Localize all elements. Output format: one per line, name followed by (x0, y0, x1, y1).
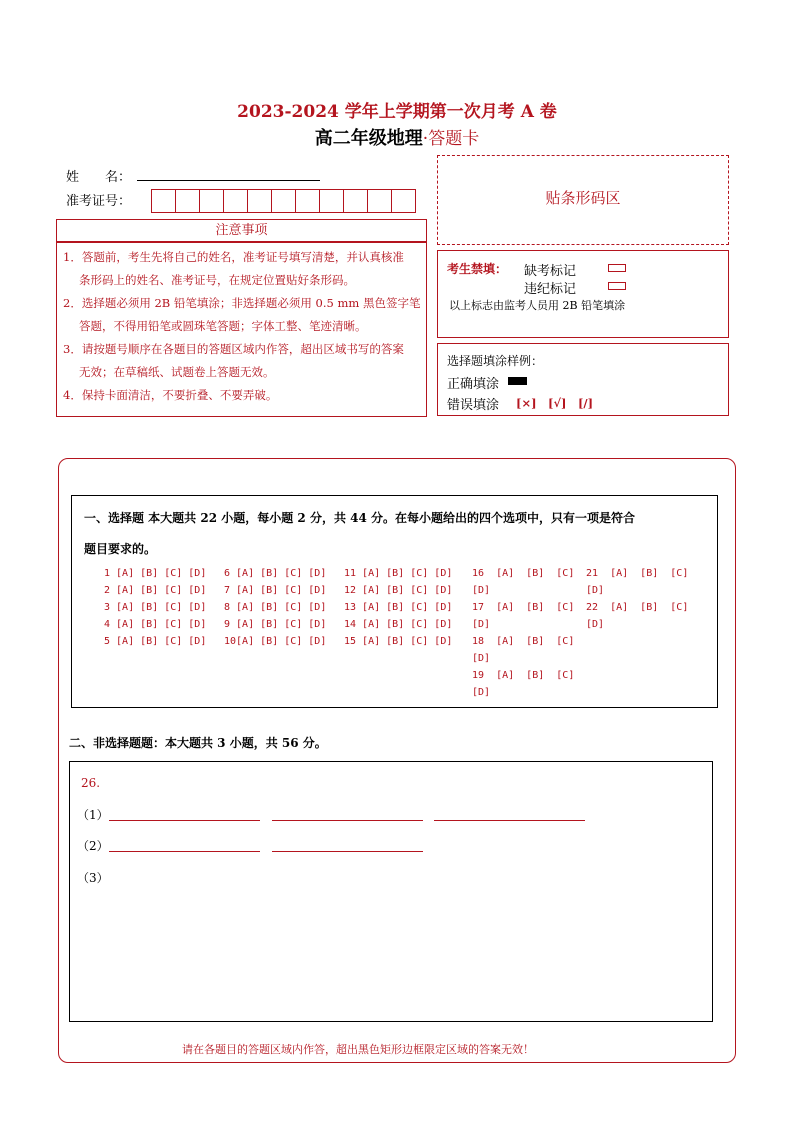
choice-row-22-d[interactable]: [D] (586, 619, 605, 630)
exam-title: 2023-2024 学年上学期第一次月考 A 卷 (237, 102, 557, 122)
choice-row-21-d[interactable]: [D] (586, 585, 605, 596)
absent-mark-box[interactable] (608, 264, 626, 272)
notes-heading: 注意事项 (215, 223, 268, 238)
id-label: 准考证号： (66, 194, 132, 209)
choice-row-14[interactable]: 14 [A] [B] [C] [D] (344, 619, 453, 630)
barcode-label: 贴条形码区 (545, 189, 621, 207)
part-1-blank-2[interactable] (272, 820, 423, 821)
answer-card-label: 答题卡 (428, 129, 480, 149)
choice-row-7[interactable]: 7 [A] [B] [C] [D] (224, 585, 327, 596)
choice-row-11[interactable]: 11 [A] [B] [C] [D] (344, 568, 453, 579)
name-field[interactable] (137, 180, 320, 181)
choice-row-13[interactable]: 13 [A] [B] [C] [D] (344, 602, 453, 613)
id-digit-box[interactable] (151, 189, 176, 213)
choice-row-1[interactable]: 1 [A] [B] [C] [D] (104, 568, 207, 579)
violation-mark-box[interactable] (608, 282, 626, 290)
part-2-blank-1[interactable] (109, 851, 260, 852)
choice-row-22[interactable]: 22 [A] [B] [C] (586, 602, 689, 613)
choice-row-5[interactable]: 5 [A] [B] [C] [D] (104, 636, 207, 647)
footer-warning: 请在各题目的答题区域内作答，超出黑色矩形边框限定区域的答案无效！ (182, 1043, 534, 1056)
notes-box (56, 242, 427, 417)
choice-row-16-d[interactable]: [D] (472, 585, 491, 596)
choice-row-18[interactable]: 18 [A] [B] [C] (472, 636, 575, 647)
choice-row-17-d[interactable]: [D] (472, 619, 491, 630)
choice-col-4 (472, 568, 574, 704)
choice-col-5 (586, 568, 688, 636)
note-1b: 条形码上的姓名、准考证号，在规定位置贴好条形码。 (79, 273, 355, 287)
part-1-blank-1[interactable] (109, 820, 260, 821)
sample-title: 选择题填涂样例： (447, 354, 544, 368)
subject-title: 高二年级地理 (314, 128, 423, 149)
id-digit-box[interactable] (175, 189, 200, 213)
id-digit-box[interactable] (391, 189, 416, 213)
subtitle-separator: · (422, 129, 429, 149)
choice-row-10[interactable]: 10[A] [B] [C] [D] (224, 636, 327, 647)
section2-title: 二、非选择题题：本大题共 3 小题，共 56 分。 (69, 736, 327, 750)
forbidden-label: 考生禁填： (447, 262, 508, 276)
part-2-label: （2） (77, 839, 109, 853)
id-digit-box[interactable] (367, 189, 392, 213)
choice-row-4[interactable]: 4 [A] [B] [C] [D] (104, 619, 207, 630)
note-3a: 3．请按题号顺序在各题目的答题区域内作答，超出区域书写的答案 (63, 342, 404, 356)
part-2-blank-2[interactable] (272, 851, 423, 852)
id-digit-box[interactable] (271, 189, 296, 213)
choice-row-15[interactable]: 15 [A] [B] [C] [D] (344, 636, 453, 647)
choice-row-12[interactable]: 12 [A] [B] [C] [D] (344, 585, 453, 596)
part-1-label: （1） (77, 808, 109, 822)
section1-instructions: 一、选择题 本大题共 22 小题，每小题 2 分，共 44 分。在每小题给出的四个选项中，只有一项是符合 (84, 511, 635, 525)
question-26-box[interactable] (69, 761, 713, 1022)
choice-row-6[interactable]: 6 [A] [B] [C] [D] (224, 568, 327, 579)
wrong-fill-label: 错误填涂 (447, 398, 500, 413)
choice-col-3 (344, 568, 452, 653)
part-1-blank-3[interactable] (434, 820, 585, 821)
id-digit-box[interactable] (319, 189, 344, 213)
correct-fill-label: 正确填涂 (447, 377, 500, 392)
choice-row-3[interactable]: 3 [A] [B] [C] [D] (104, 602, 207, 613)
barcode-area (437, 155, 729, 245)
id-number-boxes[interactable] (151, 189, 416, 213)
choice-col-2 (224, 568, 326, 653)
note-2a: 2．选择题必须用 2B 铅笔填涂；非选择题必须用 0.5 mm 黑色签字笔 (63, 296, 421, 310)
note-1a: 1．答题前，考生先将自己的姓名，准考证号填写清楚，并认真核准 (63, 250, 404, 264)
fill-sample-box (437, 343, 729, 416)
choice-row-2[interactable]: 2 [A] [B] [C] [D] (104, 585, 207, 596)
note-4: 4．保持卡面清洁，不要折叠、不要弄破。 (63, 388, 278, 402)
choice-row-16[interactable]: 16 [A] [B] [C] (472, 568, 575, 579)
choice-row-17[interactable]: 17 [A] [B] [C] (472, 602, 575, 613)
section1-instructions-2: 题目要求的。 (84, 542, 157, 556)
proctor-note: 以上标志由监考人员用 2B 铅笔填涂 (449, 299, 626, 312)
id-digit-box[interactable] (223, 189, 248, 213)
id-digit-box[interactable] (247, 189, 272, 213)
absent-mark-label: 缺考标记 (524, 264, 577, 279)
choice-col-1 (104, 568, 206, 653)
notes-header-box (56, 219, 427, 242)
choice-row-9[interactable]: 9 [A] [B] [C] [D] (224, 619, 327, 630)
violation-mark-label: 违纪标记 (524, 282, 577, 297)
id-digit-box[interactable] (295, 189, 320, 213)
note-2b: 答题，不得用铅笔或圆珠笔答题；字体工整、笔迹清晰。 (79, 319, 367, 333)
part-3-label: （3） (77, 871, 109, 885)
id-digit-box[interactable] (343, 189, 368, 213)
wrong-fill-marks: [×] [√] [/] (516, 396, 594, 410)
choice-row-18-d[interactable]: [D] (472, 653, 491, 664)
proctor-marks-box (437, 250, 729, 338)
choice-section-box (71, 495, 718, 708)
card-subtitle (0, 124, 794, 150)
choice-row-21[interactable]: 21 [A] [B] [C] (586, 568, 689, 579)
id-digit-box[interactable] (199, 189, 224, 213)
choice-row-8[interactable]: 8 [A] [B] [C] [D] (224, 602, 327, 613)
note-3b: 无效；在草稿纸、试题卷上答题无效。 (79, 365, 275, 379)
choice-row-19-d[interactable]: [D] (472, 687, 491, 698)
choice-row-19[interactable]: 19 [A] [B] [C] (472, 670, 575, 681)
correct-fill-mark (508, 377, 527, 385)
name-label: 姓 名： (66, 170, 132, 185)
question-26-number: 26. (81, 776, 101, 790)
